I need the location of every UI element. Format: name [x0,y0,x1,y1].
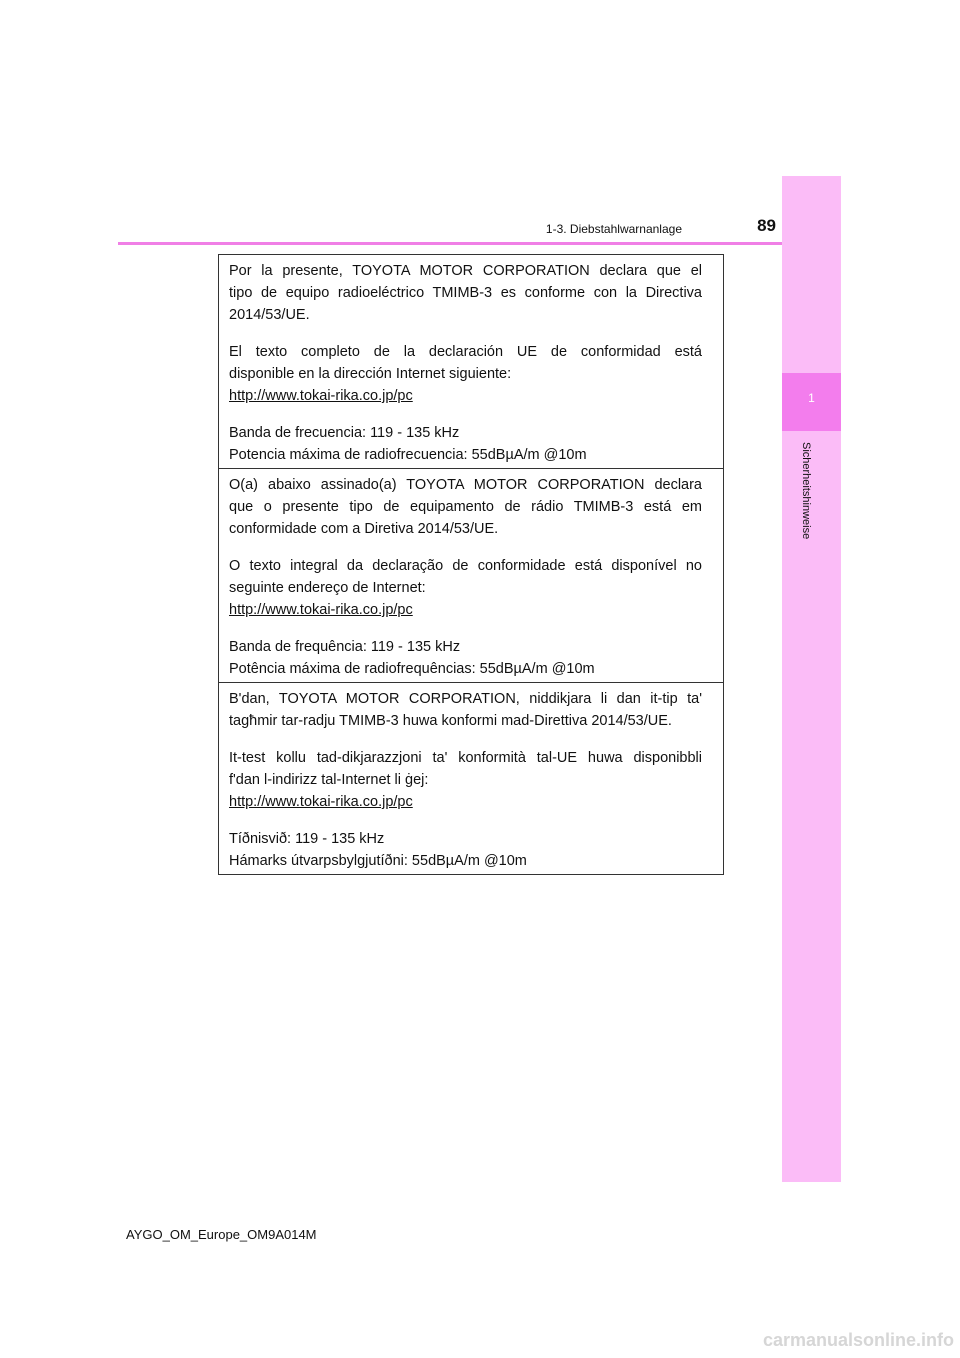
frequency-band: Banda de frequência: 119 - 135 kHz [229,639,461,655]
document-id: AYGO_OM_Europe_OM9A014M [126,1227,317,1242]
max-power: Potência máxima de radiofrequências: 55dBµA/m @10m [229,661,595,677]
declaration-line: que o presente tipo de equipamento de rádio TMIMB-3 está em [229,499,702,515]
declaration-box [218,254,724,875]
availability-line: It-test kollu tad-dikjarazzjoni ta' konformità tal-UE huwa disponibbli [229,750,702,766]
chapter-side-tab [782,176,841,1182]
declaration-line: tipo de equipo radioeléctrico TMIMB-3 es conforme con la Directiva [229,285,702,301]
page-number: 89 [757,216,776,235]
declaration-line: O(a) abaixo assinado(a) TOYOTA MOTOR CORPORATION declara [229,477,702,493]
declaration-line: B'dan, TOYOTA MOTOR CORPORATION, niddikjara li dan it-tip ta' [229,691,702,707]
frequency-band: Tíðnisvið: 119 - 135 kHz [229,831,385,847]
frequency-band: Banda de frecuencia: 119 - 135 kHz [229,425,460,441]
declaration-line: conformidade com a Diretiva 2014/53/UE. [229,521,499,537]
chapter-number: 1 [808,391,815,405]
declaration-url-link[interactable]: http://www.tokai-rika.co.jp/pc [229,602,413,618]
availability-line: El texto completo de la declaración UE de conformidad está [229,344,702,360]
declaration-url-link[interactable]: http://www.tokai-rika.co.jp/pc [229,388,413,404]
availability-line: O texto integral da declaração de conformidade está disponível no [229,558,702,574]
declaration-url-link[interactable]: http://www.tokai-rika.co.jp/pc [229,794,413,810]
declaration-url-line [229,599,702,621]
watermark: carmanualsonline.info [762,1330,954,1350]
chapter-label: Sicherheitshinweise [800,442,812,540]
max-power: Hámarks útvarpsbylgjutíðni: 55dBµA/m @10m [229,853,527,869]
declaration-spanish [219,255,723,469]
header-rule [118,242,840,245]
availability-line: disponible en la dirección Internet siguiente: [229,366,512,382]
section-title: 1-3. Diebstahlwarnanlage [545,222,682,236]
declaration-line: Por la presente, TOYOTA MOTOR CORPORATION declara que el [229,263,702,279]
declaration-line: 2014/53/UE. [229,307,310,323]
declaration-url-line [229,385,702,407]
declaration-line: tagħmir tar-radju TMIMB-3 huwa konformi mad-Direttiva 2014/53/UE. [229,713,672,729]
availability-line: seguinte endereço de Internet: [229,580,426,596]
declaration-portuguese [219,469,723,683]
availability-line: f'dan l-indirizz tal-Internet li ġej: [229,772,429,788]
declaration-maltese-icelandic [219,683,723,874]
max-power: Potencia máxima de radiofrecuencia: 55dBµA/m @10m [229,447,587,463]
declaration-url-line [229,791,702,813]
